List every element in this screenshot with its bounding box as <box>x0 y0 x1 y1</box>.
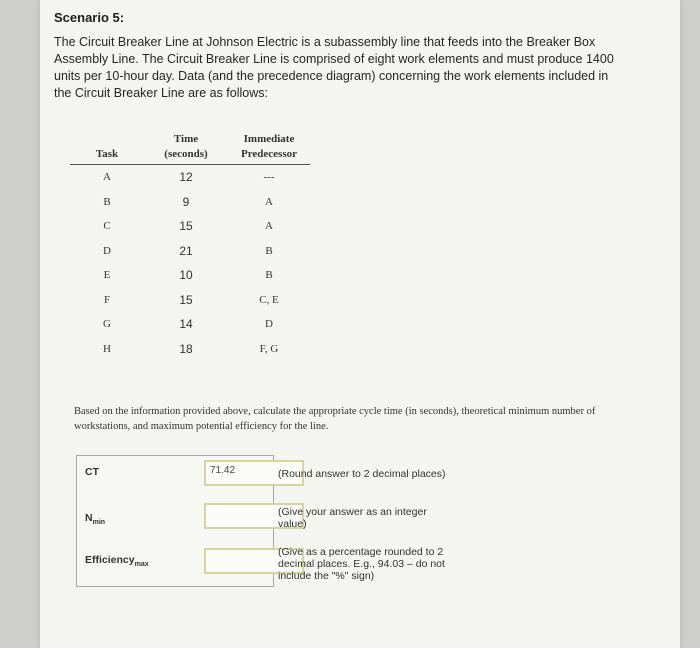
time-cell: 10 <box>179 268 193 283</box>
time-cell: 21 <box>179 243 193 258</box>
ct-label: CT <box>85 466 99 478</box>
table-row <box>70 263 310 288</box>
task-cell: C <box>103 220 111 233</box>
scenario-title: Scenario 5: <box>54 10 125 25</box>
time-cell: 15 <box>179 219 193 234</box>
header-task: Task <box>70 132 144 165</box>
nmin-label: $N_{min}$ <box>85 512 106 527</box>
time-cell: 18 <box>179 341 193 356</box>
task-cell: B <box>103 195 111 208</box>
header-predecessor: Immediate Predecessor <box>228 132 310 165</box>
task-table <box>70 132 310 361</box>
table-row <box>70 312 310 337</box>
task-cell: H <box>103 342 111 355</box>
header-time: Time (seconds) <box>144 132 228 165</box>
predecessor-cell: B <box>265 269 273 282</box>
predecessor-cell: A <box>265 220 273 233</box>
table-row <box>70 239 310 264</box>
ct-input[interactable]: 71.42 <box>204 460 304 486</box>
predecessor-cell: D <box>265 318 273 331</box>
predecessor-cell: C, E <box>259 293 279 306</box>
predecessor-cell: A <box>265 195 273 208</box>
efficiency-label: Efficiency$_{max}$ <box>85 554 149 569</box>
scenario-intro: The Circuit Breaker Line at Johnson Electric is a subassembly line that feeds into the Breaker Box Assembly Line. The Circuit Breaker Line is comprised of eight work elements and must produce 1400 units per 10-hour day. Data (and the precedence diagram) concerning the work elements included in the Circuit Breaker Line are as follows: <box>54 35 614 100</box>
task-cell: A <box>103 171 111 184</box>
table-row <box>70 190 310 215</box>
answer-box <box>76 455 274 587</box>
time-cell: 12 <box>179 170 193 185</box>
efficiency-hint: (Give as a percentage rounded to 2 decimal places. E.g., 94.03 – do not include the "%" sign) <box>278 546 445 582</box>
predecessor-cell: --- <box>263 171 275 184</box>
task-cell: D <box>103 244 111 257</box>
document-page <box>40 0 680 648</box>
time-cell: 15 <box>179 292 193 307</box>
table-row <box>70 214 310 239</box>
question-text: Based on the information provided above, calculate the appropriate cycle time (in seconds), theoretical minimum number of workstations, and maximum potential efficiency for the line. <box>74 406 596 432</box>
nmin-hint: (Give your answer as an integer value) <box>278 506 427 530</box>
predecessor-cell: F, G <box>259 342 279 355</box>
table-row <box>70 165 310 190</box>
time-cell: 9 <box>182 194 190 209</box>
ct-hint: (Round answer to 2 decimal places) <box>278 468 446 480</box>
task-cell: G <box>103 318 111 331</box>
table-row <box>70 288 310 313</box>
time-cell: 14 <box>179 317 193 332</box>
task-cell: F <box>103 293 111 306</box>
table-row <box>70 337 310 362</box>
predecessor-cell: B <box>265 244 273 257</box>
task-cell: E <box>103 269 111 282</box>
